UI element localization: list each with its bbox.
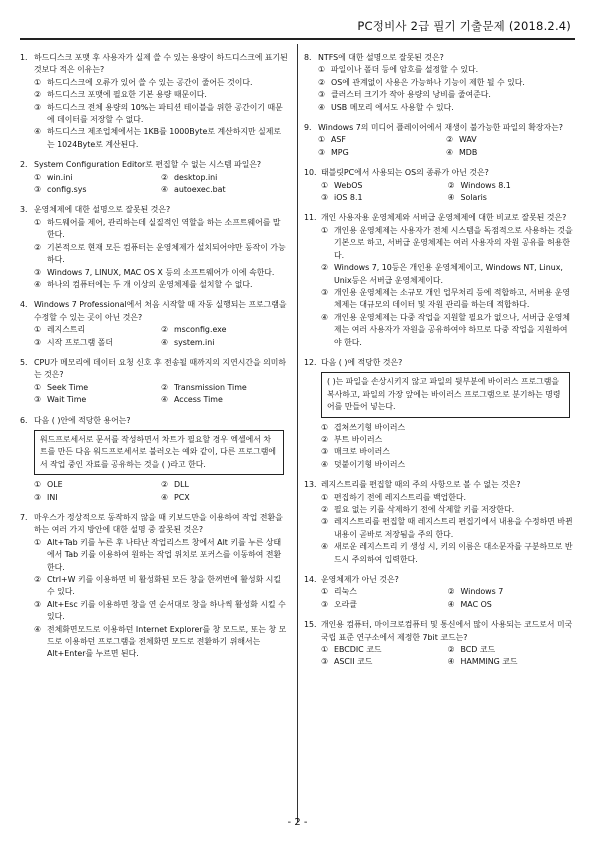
passage-box: 워드프로세서로 문서를 작성하면서 차트가 필요할 경우 엑셀에서 차트를 만든 다음 워드프로세서로 불러오는 예와 같이, 다른 프로그램에서 작업 중인 자료를 공유하는 것을 ( )라고 한다. — [34, 430, 284, 475]
option-marker: ③ — [34, 395, 42, 405]
question-item — [20, 357, 288, 407]
answer-option — [34, 337, 161, 349]
question-item — [304, 212, 574, 348]
option-text: WAV — [459, 135, 477, 145]
option-text: 부트 바이러스 — [334, 434, 383, 444]
option-marker: ④ — [321, 312, 329, 322]
option-marker: ③ — [321, 287, 329, 297]
answer-option — [448, 656, 575, 668]
option-marker: ③ — [34, 185, 42, 195]
answer-option — [161, 324, 288, 336]
answer-option — [446, 147, 574, 159]
answer-option — [448, 586, 575, 598]
option-marker: ③ — [321, 447, 329, 457]
option-marker: ① — [34, 480, 42, 490]
option-text: Windows 7, 10등은 개인용 운영체제이고, Windows NT, Linux, Unix등은 서버급 운영체제이다. — [334, 263, 563, 285]
option-marker: ① — [34, 537, 42, 547]
answer-option — [161, 382, 288, 394]
option-marker: ② — [161, 325, 169, 335]
passage-box: ( )는 파일을 손상시키지 않고 파일의 뒷부분에 바이러스 프로그램을 복사하고, 파일의 가장 앞에는 바이러스 프로그램으로 분기하는 명령어를 만들어 넣는다. — [321, 372, 570, 417]
option-text: WebOS — [334, 180, 363, 190]
answer-option — [304, 262, 574, 287]
option-text: config.sys — [47, 185, 87, 195]
option-text: Transmission Time — [174, 382, 247, 392]
option-marker: ② — [34, 90, 42, 100]
answer-option — [321, 599, 448, 611]
question-stem — [304, 357, 574, 369]
answer-option — [34, 492, 161, 504]
option-marker: ④ — [161, 492, 169, 502]
option-marker: ② — [447, 180, 455, 190]
question-item — [20, 512, 288, 661]
option-marker: ② — [447, 587, 455, 597]
answer-option — [321, 586, 448, 598]
answer-option — [304, 312, 574, 349]
answer-option — [321, 192, 448, 204]
option-text: 편집하기 전에 레지스트리를 백업한다. — [334, 492, 466, 502]
question-number: 15. — [304, 620, 317, 630]
option-text: 필요 없는 키를 삭제하기 전에 삭제할 키를 저장한다. — [334, 505, 515, 514]
option-marker: ④ — [321, 459, 329, 469]
answer-option — [20, 217, 288, 242]
question-item — [20, 52, 288, 151]
option-text: OLE — [47, 480, 63, 490]
answer-option — [161, 394, 288, 406]
option-text: 파일이나 폴더 등에 암호를 설정할 수 있다. — [331, 65, 479, 75]
option-marker: ③ — [34, 102, 42, 112]
question-text: CPU가 메모리에 데이터 요청 신호 후 전송될 때까지의 지연시간을 의미하는 것은? — [34, 357, 287, 380]
answer-option — [34, 382, 161, 394]
question-stem — [304, 212, 574, 224]
answer-option — [304, 64, 574, 76]
answer-option — [20, 267, 288, 279]
answer-option — [318, 147, 446, 159]
option-marker: ③ — [318, 147, 326, 157]
answer-option-grid — [20, 172, 288, 197]
option-marker: ④ — [447, 193, 455, 203]
option-marker: ① — [321, 492, 329, 502]
answer-option-grid — [20, 479, 288, 504]
answer-option — [304, 89, 574, 101]
option-text: 레지스트리 — [47, 325, 86, 335]
answer-option — [304, 516, 574, 541]
option-text: 클러스터 크기가 작아 용량의 낭비를 줄여준다. — [331, 90, 491, 100]
option-text: MDB — [459, 147, 478, 157]
answer-option — [304, 446, 574, 458]
answer-option — [20, 537, 288, 574]
answer-option — [304, 459, 574, 471]
option-text: 덧붙이기형 바이러스 — [334, 459, 406, 469]
answer-option — [321, 656, 448, 668]
answer-option — [321, 644, 448, 656]
option-marker: ① — [321, 180, 329, 190]
page-number: - 2 - — [287, 817, 308, 828]
option-marker: ② — [161, 480, 169, 490]
option-text: BCD 코드 — [460, 645, 496, 655]
question-number: 11. — [304, 213, 317, 223]
question-number: 3. — [20, 205, 28, 215]
question-item — [20, 159, 288, 196]
option-marker: ① — [34, 382, 42, 392]
option-marker: ④ — [318, 102, 326, 112]
answer-option — [304, 434, 574, 446]
answer-option — [34, 479, 161, 491]
option-marker: ① — [321, 225, 329, 235]
option-text: HAMMING 코드 — [460, 657, 518, 667]
answer-option — [20, 279, 288, 291]
question-stem — [304, 619, 574, 644]
question-item — [304, 167, 574, 204]
answer-option — [304, 504, 574, 516]
question-number: 14. — [304, 575, 317, 585]
question-text: NTFS에 대한 설명으로 잘못된 것은? — [318, 53, 444, 62]
answer-option — [304, 225, 574, 262]
option-text: 오라클 — [334, 599, 357, 609]
option-marker: ① — [321, 422, 329, 432]
option-marker: ① — [318, 65, 326, 75]
option-marker: ② — [321, 263, 329, 273]
option-text: 개인용 운영체제는 소규모 개인 업무처리 등에 적합하고, 서버용 운영체제는 대규모의 데이터 및 자원 관리를 하는데 적합하다. — [334, 287, 571, 310]
answer-option — [448, 180, 575, 192]
question-stem — [20, 204, 288, 216]
answer-option — [304, 541, 574, 566]
option-marker: ① — [321, 587, 329, 597]
question-stem — [20, 299, 288, 324]
option-text: Windows 8.1 — [460, 180, 511, 190]
option-marker: ④ — [447, 599, 455, 609]
question-text: 운영체제가 아닌 것은? — [321, 575, 399, 585]
option-text: 개인용 운영체제는 다중 작업을 지원할 필요가 없으나, 서버급 운영체제는 여러 사용자가 자원을 공유하여야 하므로 다중 작업을 지원하여야 한다. — [334, 312, 571, 347]
answer-option — [20, 574, 288, 599]
option-text: DLL — [174, 480, 189, 490]
question-stem — [304, 574, 574, 586]
question-number: 8. — [304, 53, 312, 62]
option-text: 하드디스크에 오류가 있어 쓸 수 있는 공간이 줄어든 것이다. — [47, 77, 253, 87]
option-text: EBCDIC 코드 — [334, 645, 382, 655]
page-header — [20, 12, 575, 40]
option-marker: ④ — [34, 624, 42, 634]
question-stem — [20, 52, 288, 77]
answer-option — [20, 599, 288, 624]
left-column — [20, 52, 288, 669]
question-number: 12. — [304, 357, 317, 367]
option-marker: ① — [34, 172, 42, 182]
option-text: MAC OS — [460, 599, 492, 609]
answer-option — [446, 134, 574, 146]
option-marker: ④ — [34, 127, 42, 137]
question-stem — [20, 415, 288, 427]
answer-option — [161, 172, 288, 184]
answer-option-grid — [20, 382, 288, 407]
option-text: desktop.ini — [174, 172, 218, 182]
option-marker: ② — [321, 434, 329, 444]
option-marker: ② — [34, 242, 42, 252]
option-marker: ④ — [321, 542, 329, 552]
question-item — [20, 299, 288, 349]
answer-option — [34, 324, 161, 336]
option-marker: ④ — [161, 185, 169, 195]
answer-option — [318, 134, 446, 146]
option-text: 시작 프로그램 폴더 — [47, 337, 113, 347]
answer-option — [20, 102, 288, 127]
option-text: 겹쳐쓰기형 바이러스 — [334, 422, 406, 432]
option-marker: ② — [447, 645, 455, 655]
option-marker: ③ — [34, 492, 42, 502]
answer-option — [448, 192, 575, 204]
question-stem — [20, 357, 288, 382]
answer-option — [161, 337, 288, 349]
question-stem — [304, 52, 574, 64]
answer-option — [20, 242, 288, 267]
question-number: 2. — [20, 160, 28, 170]
question-text: 개인 사용자용 운영체제와 서버급 운영체제에 대한 비교로 잘못된 것은? — [321, 213, 567, 223]
option-marker: ② — [446, 135, 454, 145]
answer-option — [20, 126, 288, 151]
answer-option — [161, 492, 288, 504]
question-text: 다음 ( )안에 적당한 용어는? — [34, 415, 131, 425]
option-marker: ① — [34, 77, 42, 87]
option-text: 리눅스 — [334, 587, 357, 597]
answer-option — [161, 184, 288, 196]
right-column — [304, 52, 574, 677]
option-marker: ④ — [447, 657, 455, 667]
question-number: 4. — [20, 300, 28, 310]
answer-option — [20, 77, 288, 89]
answer-option — [304, 422, 574, 434]
answer-option — [304, 77, 574, 89]
answer-option-grid — [304, 644, 574, 669]
option-text: iOS 8.1 — [334, 193, 363, 203]
question-text: 다음 ( )에 적당한 것은? — [321, 357, 403, 367]
option-text: win.ini — [47, 172, 73, 182]
question-item — [20, 204, 288, 291]
answer-option — [34, 172, 161, 184]
answer-option — [321, 180, 448, 192]
option-marker: ③ — [34, 337, 42, 347]
option-text: autoexec.bat — [174, 185, 226, 195]
option-marker: ③ — [321, 599, 329, 609]
question-number: 13. — [304, 480, 317, 490]
answer-option-grid — [304, 134, 574, 159]
option-marker: ① — [318, 135, 326, 145]
question-stem — [20, 159, 288, 171]
option-text: MPG — [331, 147, 349, 157]
question-text: 하드디스크 포맷 후 사용자가 실제 쓸 수 있는 용량이 하드디스크에 표기된 것보다 적은 이유는? — [34, 53, 288, 75]
question-stem — [20, 512, 288, 537]
question-item — [304, 574, 574, 611]
option-text: PCX — [174, 492, 190, 502]
question-item — [304, 479, 574, 566]
question-number: 6. — [20, 415, 28, 425]
question-text: 운영체제에 대한 설명으로 잘못된 것은? — [34, 205, 171, 215]
option-marker: ② — [161, 172, 169, 182]
answer-option-grid — [20, 324, 288, 349]
question-text: System Configuration Editor로 편집할 수 없는 시스템 파일은? — [34, 160, 262, 170]
option-marker: ② — [34, 575, 42, 585]
option-text: USB 메모리 에서도 사용할 수 있다. — [331, 102, 454, 112]
exam-title: PC정비사 2급 필기 기출문제 (2018.2.4) — [357, 19, 571, 33]
option-marker: ③ — [321, 517, 329, 527]
question-number: 7. — [20, 513, 28, 522]
option-text: Wait Time — [47, 395, 87, 405]
option-text: 하나의 컴퓨터에는 두 개 이상의 운영체제를 설치할 수 없다. — [47, 279, 253, 289]
option-text: OS에 관계없이 사용은 가능하나 기능이 제한 될 수 있다. — [331, 77, 525, 87]
option-text: Solaris — [460, 193, 487, 203]
option-text: 레지스트리를 편집할 때 레지스트리 편집기에서 내용을 수정하면 바뀐 내용이 곧바로 저장됨을 주의 한다. — [334, 517, 573, 539]
question-text: Windows 7의 미디어 플레이어에서 재생이 불가능한 파일의 확장자는? — [318, 123, 563, 133]
answer-option — [34, 184, 161, 196]
option-marker: ③ — [34, 599, 42, 609]
option-marker: ① — [34, 325, 42, 335]
answer-option — [20, 89, 288, 101]
option-marker: ④ — [34, 279, 42, 289]
question-stem — [304, 167, 574, 179]
option-text: Ctrl+W 키를 이용하면 비 활성화된 모든 창을 한꺼번에 활성화 시킬 수 있다. — [47, 575, 281, 597]
answer-option — [20, 624, 288, 661]
option-text: 전체화면모드로 이용하던 Internet Explorer를 창 모드로, 또는 창 모드로 이용하던 프로그램을 전체화면 모드로 전환하기 위해서는 Alt+Enter를 누르면 된다. — [47, 624, 287, 659]
option-marker: ③ — [321, 657, 329, 667]
answer-option — [304, 492, 574, 504]
question-text: 마우스가 정상적으로 동작하지 않을 때 키보드만을 이용하여 작업 전환을 하는 여러 가지 방안에 대한 설명 중 잘못된 것은? — [34, 513, 283, 535]
question-item — [20, 415, 288, 504]
option-text: Access Time — [174, 395, 223, 405]
answer-option — [448, 599, 575, 611]
option-text: 개인용 운영체제는 사용자가 전체 시스템을 독점적으로 사용하는 것을 기본으로 하고, 서버급 운영체제는 여러 사용자의 자원 공유를 허용한다. — [334, 225, 573, 260]
option-text: Seek Time — [47, 382, 89, 392]
option-text: INI — [47, 492, 58, 502]
question-text: Windows 7 Professional에서 처음 시작할 때 자동 실행되는 프로그램을 수정할 수 있는 곳이 아닌 것은? — [34, 300, 287, 322]
question-number: 9. — [304, 123, 312, 133]
question-number: 5. — [20, 357, 28, 367]
column-divider — [297, 44, 298, 822]
question-number: 1. — [20, 53, 28, 62]
option-marker: ③ — [321, 193, 329, 203]
option-marker: ④ — [161, 337, 169, 347]
question-text: 개인용 컴퓨터, 마이크로컴퓨터 및 통신에서 많이 사용되는 코드로서 미국 국립 표준 연구소에서 제정한 7bit 코드는? — [321, 620, 573, 642]
option-marker: ④ — [161, 395, 169, 405]
option-text: 매크로 바이러스 — [334, 447, 390, 457]
option-marker: ② — [321, 505, 329, 514]
option-text: Windows 7 — [460, 587, 504, 597]
question-stem — [304, 122, 574, 134]
option-text: Windows 7, LINUX, MAC OS X 등의 소프트웨어가 이에 속한다. — [47, 267, 275, 277]
option-marker: ① — [321, 645, 329, 655]
question-text: 태블릿PC에서 사용되는 OS의 종류가 아닌 것은? — [321, 168, 489, 178]
question-number: 10. — [304, 168, 317, 178]
option-text: 기본적으로 현재 모든 컴퓨터는 운영체제가 설치되어야만 동작이 가능하다. — [47, 242, 286, 265]
option-text: 하드디스크 전체 용량의 10%는 파티션 테이블을 위한 공간이기 때문에 데이터를 저장할 수 없다. — [47, 102, 283, 125]
question-text: 레지스트리를 편집할 때의 주의 사항으로 볼 수 없는 것은? — [321, 480, 521, 490]
option-marker: ② — [161, 382, 169, 392]
answer-option — [304, 287, 574, 312]
option-text: 하드웨어를 제어, 관리하는데 실질적인 역할을 하는 소프트웨어를 말한다. — [47, 217, 281, 240]
question-item — [304, 52, 574, 114]
answer-option-grid — [304, 180, 574, 205]
answer-option — [304, 102, 574, 114]
option-marker: ② — [318, 77, 326, 87]
option-marker: ① — [34, 217, 42, 227]
option-text: ASCII 코드 — [334, 657, 373, 667]
question-item — [304, 122, 574, 159]
option-marker: ③ — [34, 267, 42, 277]
question-item — [304, 357, 574, 471]
option-text: system.ini — [174, 337, 215, 347]
option-text: ASF — [331, 135, 346, 145]
question-stem — [304, 479, 574, 491]
option-text: Alt+Esc 키를 이용하면 창을 연 순서대로 창을 하나씩 활성화 시킬 수 있다. — [47, 599, 286, 622]
option-marker: ③ — [318, 90, 326, 100]
answer-option — [161, 479, 288, 491]
answer-option — [34, 394, 161, 406]
question-item — [304, 619, 574, 669]
option-marker: ④ — [446, 147, 454, 157]
option-text: 새로운 레지스트리 키 생성 시, 키의 이름은 대소문자를 구분하므로 반드시 주의하여 입력한다. — [334, 542, 573, 564]
option-text: msconfig.exe — [174, 325, 227, 335]
option-text: Alt+Tab 키를 누른 후 나타난 작업리스트 창에서 Alt 키를 누른 상태에서 Tab 키를 이용하여 원하는 작업 위치로 포커스를 이동하여 전환한다. — [47, 537, 282, 572]
answer-option — [448, 644, 575, 656]
answer-option-grid — [304, 586, 574, 611]
option-text: 하드디스크 제조업체에서는 1KB를 1000Byte로 계산하지만 실제로는 1024Byte로 계산된다. — [47, 127, 281, 149]
option-text: 하드디스크 포맷에 필요한 기본 용량 때문이다. — [47, 90, 207, 100]
